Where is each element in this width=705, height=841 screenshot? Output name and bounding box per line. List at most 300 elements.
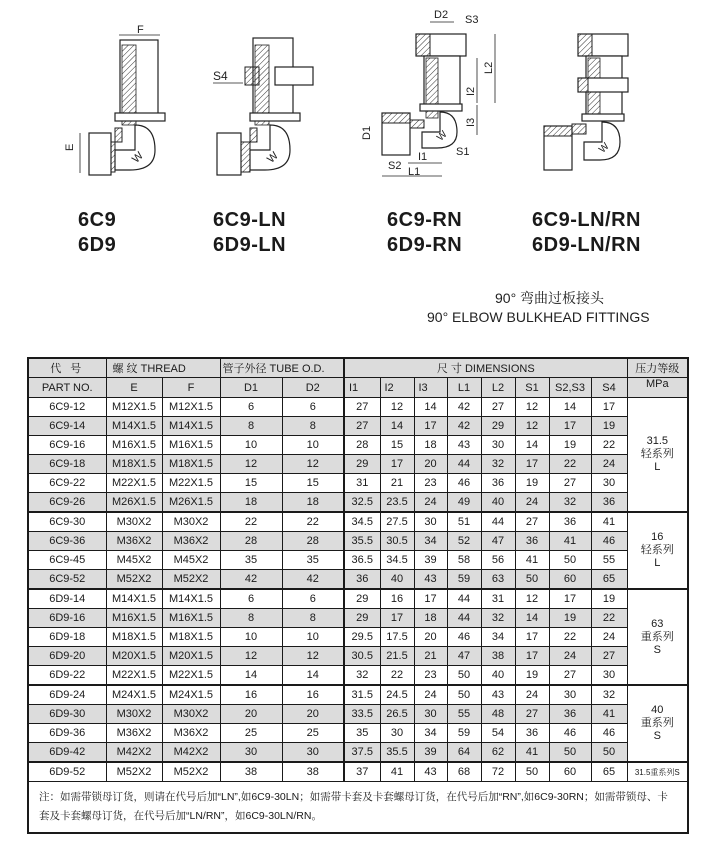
cell-s23: 24 <box>549 647 591 666</box>
cell-i2: 16 <box>380 589 414 609</box>
cell-l2: 38 <box>481 647 515 666</box>
table-row <box>28 417 688 436</box>
pressure-series: S <box>653 730 661 742</box>
cell-i3: 17 <box>414 589 447 609</box>
cell-d1: 12 <box>220 647 282 666</box>
cell-i3: 23 <box>414 666 447 686</box>
cell-f: M52X2 <box>162 762 220 782</box>
cell-s1: 19 <box>515 474 549 493</box>
cell-d1: 35 <box>220 551 282 570</box>
cell-s23: 36 <box>549 512 591 532</box>
dim-label-d1: D1 <box>361 125 373 140</box>
cell-s1: 27 <box>515 512 549 532</box>
model-name: 6D9-LN <box>213 234 287 256</box>
cell-d2: 6 <box>282 589 344 609</box>
pressure-rating-cell <box>627 685 688 762</box>
cell-f: M18X1.5 <box>162 455 220 474</box>
cell-s4: 30 <box>591 474 627 493</box>
cell-f: M30X2 <box>162 705 220 724</box>
cell-i3: 39 <box>414 743 447 763</box>
cell-s4: 22 <box>591 609 627 628</box>
cell-l1: 50 <box>447 685 481 705</box>
cell-s4: 65 <box>591 762 627 782</box>
cell-l1: 44 <box>447 589 481 609</box>
pressure-series-cn: 重系列 <box>640 717 674 729</box>
cell-s4: 32 <box>591 685 627 705</box>
header-part-en: PART NO. <box>28 378 106 398</box>
cell-l2: 47 <box>481 532 515 551</box>
cell-s23: 36 <box>549 705 591 724</box>
cell-d1: 42 <box>220 570 282 590</box>
part-number-cell: 6D9-24 <box>28 685 106 705</box>
cell-d2: 28 <box>282 532 344 551</box>
pressure-value: 63 <box>651 617 664 630</box>
cell-d1: 38 <box>220 762 282 782</box>
cell-i2: 15 <box>380 436 414 455</box>
cell-s1: 17 <box>515 455 549 474</box>
cell-l1: 44 <box>447 455 481 474</box>
dim-label-s4: S4 <box>213 69 228 83</box>
part-number-cell: 6C9-12 <box>28 398 106 417</box>
part-number-cell: 6C9-30 <box>28 512 106 532</box>
cell-i3: 39 <box>414 551 447 570</box>
cell-i2: 24.5 <box>380 685 414 705</box>
part-number-cell: 6C9-45 <box>28 551 106 570</box>
cell-d2: 18 <box>282 493 344 513</box>
cell-i2: 35.5 <box>380 743 414 763</box>
cell-s4: 24 <box>591 455 627 474</box>
cell-d1: 6 <box>220 398 282 417</box>
cell-i1: 27 <box>344 417 380 436</box>
cell-s4: 30 <box>591 666 627 686</box>
cell-s1: 12 <box>515 417 549 436</box>
cell-f: M16X1.5 <box>162 609 220 628</box>
header-dimensions: 尺 寸 DIMENSIONS <box>344 358 627 378</box>
table-row <box>28 474 688 493</box>
cell-s23: 22 <box>549 455 591 474</box>
cell-s1: 36 <box>515 532 549 551</box>
cell-s1: 41 <box>515 743 549 763</box>
cell-l1: 47 <box>447 647 481 666</box>
cell-d1: 14 <box>220 666 282 686</box>
cell-l2: 63 <box>481 570 515 590</box>
cell-d2: 20 <box>282 705 344 724</box>
cell-e: M16X1.5 <box>106 436 162 455</box>
cell-d2: 22 <box>282 512 344 532</box>
part-number-cell: 6C9-36 <box>28 532 106 551</box>
part-number-cell: 6C9-22 <box>28 474 106 493</box>
cell-d2: 38 <box>282 762 344 782</box>
cell-l2: 29 <box>481 417 515 436</box>
part-number-cell: 6D9-18 <box>28 628 106 647</box>
model-label-6c9-ln-rn <box>532 208 641 258</box>
cell-i1: 31.5 <box>344 685 380 705</box>
cell-i3: 17 <box>414 417 447 436</box>
dim-label-s3: S3 <box>465 14 479 26</box>
cell-s4: 41 <box>591 705 627 724</box>
table-row <box>28 570 688 590</box>
cell-l2: 40 <box>481 493 515 513</box>
cell-i2: 17 <box>380 609 414 628</box>
pressure-value: 31.5 <box>646 435 668 447</box>
cell-l1: 51 <box>447 512 481 532</box>
part-number-cell: 6C9-52 <box>28 570 106 590</box>
cell-s23: 50 <box>549 551 591 570</box>
cell-s23: 27 <box>549 666 591 686</box>
cell-i3: 21 <box>414 647 447 666</box>
cell-i1: 29 <box>344 589 380 609</box>
cell-i2: 26.5 <box>380 705 414 724</box>
cell-l1: 43 <box>447 436 481 455</box>
cell-i2: 21 <box>380 474 414 493</box>
table-row <box>28 532 688 551</box>
cell-i3: 43 <box>414 762 447 782</box>
dim-label-e: E <box>64 143 76 151</box>
cell-i2: 27.5 <box>380 512 414 532</box>
header-part-cn: 代 号 <box>28 358 106 378</box>
cell-l1: 58 <box>447 551 481 570</box>
cell-l1: 42 <box>447 398 481 417</box>
cell-s23: 46 <box>549 724 591 743</box>
cell-i2: 30.5 <box>380 532 414 551</box>
cell-e: M30X2 <box>106 512 162 532</box>
spec-table <box>27 357 689 834</box>
pressure-series-cn: 重系列 <box>640 630 674 643</box>
cell-i1: 32.5 <box>344 493 380 513</box>
drawing-6c9-ln-rn <box>530 0 650 185</box>
cell-l2: 32 <box>481 609 515 628</box>
cell-i2: 12 <box>380 398 414 417</box>
cell-s4: 65 <box>591 570 627 590</box>
cell-s4: 19 <box>591 589 627 609</box>
header-col-e: E <box>106 378 162 398</box>
svg-text:W: W <box>265 149 281 166</box>
cell-i1: 31 <box>344 474 380 493</box>
technical-drawings <box>0 0 705 200</box>
cell-d1: 12 <box>220 455 282 474</box>
cell-i2: 30 <box>380 724 414 743</box>
cell-e: M42X2 <box>106 743 162 763</box>
model-label-6c9 <box>78 208 116 258</box>
cell-i2: 14 <box>380 417 414 436</box>
table-row <box>28 628 688 647</box>
cell-i1: 34.5 <box>344 512 380 532</box>
cell-i1: 29.5 <box>344 628 380 647</box>
part-number-cell: 6D9-20 <box>28 647 106 666</box>
cell-d1: 30 <box>220 743 282 763</box>
header-col-d2: D2 <box>282 378 344 398</box>
cell-l2: 34 <box>481 628 515 647</box>
cell-f: M42X2 <box>162 743 220 763</box>
cell-f: M20X1.5 <box>162 647 220 666</box>
cell-d1: 16 <box>220 685 282 705</box>
cell-d1: 10 <box>220 436 282 455</box>
cell-i2: 40 <box>380 570 414 590</box>
table-row <box>28 609 688 628</box>
cell-s1: 36 <box>515 724 549 743</box>
cell-d1: 18 <box>220 493 282 513</box>
ordering-note: 注：如需带锁母订货，则请在代号后加“LN”,如6C9-30LN；如需带卡套及卡套螺母订货，在代号后加“RN”,如6C9-30RN；如需带锁母、卡套及卡套螺母订货，在代号后加“LN/RN”，如6C9-30LN/RN。 <box>28 782 688 834</box>
model-name: 6D9-LN/RN <box>532 234 641 256</box>
cell-d2: 25 <box>282 724 344 743</box>
table-row <box>28 436 688 455</box>
title-chinese: 90° 弯曲过板接头 <box>495 290 605 306</box>
cell-i1: 36.5 <box>344 551 380 570</box>
header-col-d1: D1 <box>220 378 282 398</box>
dim-label-d2: D2 <box>434 9 449 21</box>
part-number-cell: 6D9-30 <box>28 705 106 724</box>
part-number-cell: 6C9-26 <box>28 493 106 513</box>
header-col-s4: S4 <box>591 378 627 398</box>
header-col-l1: L1 <box>447 378 481 398</box>
pressure-series: L <box>654 461 661 473</box>
cell-s1: 24 <box>515 685 549 705</box>
header-col-l2: L2 <box>481 378 515 398</box>
cell-d1: 25 <box>220 724 282 743</box>
header-tube-od: 管子外径 TUBE O.D. <box>220 358 344 378</box>
model-name: 6C9 <box>78 209 117 231</box>
part-number-cell: 6D9-14 <box>28 589 106 609</box>
table-row <box>28 666 688 686</box>
table-row <box>28 762 688 782</box>
cell-d2: 6 <box>282 398 344 417</box>
pressure-series-cn: 轻系列 <box>640 544 674 556</box>
cell-e: M16X1.5 <box>106 609 162 628</box>
cell-s1: 14 <box>515 609 549 628</box>
header-pressure-unit: MPa <box>627 378 688 398</box>
part-number-cell: 6C9-18 <box>28 455 106 474</box>
header-col-i3: I3 <box>414 378 447 398</box>
cell-d1: 8 <box>220 417 282 436</box>
part-number-cell: 6D9-52 <box>28 762 106 782</box>
cell-l2: 36 <box>481 474 515 493</box>
cell-l1: 42 <box>447 417 481 436</box>
cell-i3: 34 <box>414 532 447 551</box>
cell-e: M24X1.5 <box>106 685 162 705</box>
cell-f: M24X1.5 <box>162 685 220 705</box>
dim-label-l1: L1 <box>408 166 421 178</box>
cell-e: M26X1.5 <box>106 493 162 513</box>
model-label-6c9-ln <box>213 208 286 258</box>
cell-s4: 27 <box>591 647 627 666</box>
cell-i2: 17 <box>380 455 414 474</box>
part-number-cell: 6D9-42 <box>28 743 106 763</box>
cell-i2: 17.5 <box>380 628 414 647</box>
cell-d1: 6 <box>220 589 282 609</box>
drawing-6c9-ln <box>205 0 315 185</box>
title-english: 90° ELBOW BULKHEAD FITTINGS <box>427 309 650 325</box>
cell-i3: 14 <box>414 398 447 417</box>
cell-l2: 31 <box>481 589 515 609</box>
cell-d2: 16 <box>282 685 344 705</box>
cell-d1: 15 <box>220 474 282 493</box>
cell-f: M26X1.5 <box>162 493 220 513</box>
cell-i1: 36 <box>344 570 380 590</box>
cell-f: M12X1.5 <box>162 398 220 417</box>
model-label-6c9-rn <box>387 208 462 258</box>
cell-i3: 20 <box>414 628 447 647</box>
header-col-s2-s3: S2,S3 <box>549 378 591 398</box>
dim-label-s2: S2 <box>388 160 402 172</box>
cell-s23: 41 <box>549 532 591 551</box>
cell-d1: 20 <box>220 705 282 724</box>
cell-f: M14X1.5 <box>162 417 220 436</box>
drawing-6c9-rn <box>352 0 502 185</box>
cell-s23: 27 <box>549 474 591 493</box>
pressure-rating-cell <box>627 398 688 513</box>
cell-s1: 50 <box>515 762 549 782</box>
cell-i1: 27 <box>344 398 380 417</box>
cell-s4: 36 <box>591 493 627 513</box>
cell-i2: 21.5 <box>380 647 414 666</box>
cell-s4: 41 <box>591 512 627 532</box>
cell-s4: 17 <box>591 398 627 417</box>
cell-s1: 41 <box>515 551 549 570</box>
cell-d1: 22 <box>220 512 282 532</box>
cell-e: M52X2 <box>106 762 162 782</box>
cell-s23: 60 <box>549 570 591 590</box>
table-row <box>28 743 688 763</box>
cell-d1: 8 <box>220 609 282 628</box>
pressure-series: S <box>653 643 661 656</box>
cell-f: M14X1.5 <box>162 589 220 609</box>
part-number-cell: 6C9-14 <box>28 417 106 436</box>
header-col-i2: I2 <box>380 378 414 398</box>
cell-e: M12X1.5 <box>106 398 162 417</box>
svg-text:W: W <box>130 149 146 166</box>
cell-f: M30X2 <box>162 512 220 532</box>
cell-l2: 32 <box>481 455 515 474</box>
cell-s4: 55 <box>591 551 627 570</box>
cell-i1: 32 <box>344 666 380 686</box>
cell-e: M36X2 <box>106 724 162 743</box>
cell-s4: 24 <box>591 628 627 647</box>
cell-s23: 14 <box>549 398 591 417</box>
cell-d2: 14 <box>282 666 344 686</box>
cell-l1: 59 <box>447 724 481 743</box>
dim-label-i2: I2 <box>465 86 477 96</box>
cell-d1: 10 <box>220 628 282 647</box>
cell-s23: 50 <box>549 743 591 763</box>
cell-s4: 19 <box>591 417 627 436</box>
dim-label-l2: L2 <box>483 61 495 74</box>
cell-l2: 72 <box>481 762 515 782</box>
cell-e: M20X1.5 <box>106 647 162 666</box>
cell-e: M22X1.5 <box>106 666 162 686</box>
model-name: 6C9-LN <box>213 209 287 231</box>
cell-d2: 12 <box>282 647 344 666</box>
cell-d2: 35 <box>282 551 344 570</box>
cell-s4: 46 <box>591 532 627 551</box>
cell-i3: 34 <box>414 724 447 743</box>
cell-s1: 27 <box>515 705 549 724</box>
cell-s1: 12 <box>515 398 549 417</box>
drawing-6c9 <box>60 0 170 185</box>
cell-l2: 54 <box>481 724 515 743</box>
cell-e: M14X1.5 <box>106 417 162 436</box>
cell-d2: 12 <box>282 455 344 474</box>
cell-e: M45X2 <box>106 551 162 570</box>
cell-i1: 28 <box>344 436 380 455</box>
cell-l1: 52 <box>447 532 481 551</box>
cell-s1: 24 <box>515 493 549 513</box>
cell-l2: 43 <box>481 685 515 705</box>
cell-l1: 59 <box>447 570 481 590</box>
cell-l1: 50 <box>447 666 481 686</box>
cell-f: M36X2 <box>162 532 220 551</box>
table-row <box>28 647 688 666</box>
cell-s23: 19 <box>549 436 591 455</box>
table-row <box>28 455 688 474</box>
cell-l2: 30 <box>481 436 515 455</box>
header-col-s1: S1 <box>515 378 549 398</box>
model-name: 6C9-RN <box>387 209 463 231</box>
cell-l1: 46 <box>447 628 481 647</box>
cell-d2: 10 <box>282 436 344 455</box>
table-row <box>28 512 688 532</box>
cell-s23: 30 <box>549 685 591 705</box>
spec-table-body <box>28 398 688 782</box>
cell-l2: 40 <box>481 666 515 686</box>
cell-i2: 41 <box>380 762 414 782</box>
cell-i3: 24 <box>414 493 447 513</box>
cell-s1: 14 <box>515 436 549 455</box>
part-number-cell: 6D9-16 <box>28 609 106 628</box>
cell-i3: 18 <box>414 609 447 628</box>
part-number-cell: 6C9-16 <box>28 436 106 455</box>
pressure-series-cn: 轻系列 <box>640 448 674 460</box>
cell-i1: 37 <box>344 762 380 782</box>
dim-label-i1: I1 <box>418 151 428 163</box>
cell-f: M52X2 <box>162 570 220 590</box>
cell-l1: 49 <box>447 493 481 513</box>
cell-e: M22X1.5 <box>106 474 162 493</box>
cell-i1: 33.5 <box>344 705 380 724</box>
cell-d2: 15 <box>282 474 344 493</box>
cell-f: M18X1.5 <box>162 628 220 647</box>
table-row <box>28 551 688 570</box>
cell-e: M14X1.5 <box>106 589 162 609</box>
cell-i1: 29 <box>344 455 380 474</box>
cell-f: M22X1.5 <box>162 666 220 686</box>
cell-e: M36X2 <box>106 532 162 551</box>
cell-l1: 64 <box>447 743 481 763</box>
cell-i1: 37.5 <box>344 743 380 763</box>
cell-i1: 35.5 <box>344 532 380 551</box>
cell-i3: 43 <box>414 570 447 590</box>
cell-l1: 68 <box>447 762 481 782</box>
table-row <box>28 685 688 705</box>
table-row <box>28 705 688 724</box>
pressure-rating-cell: 31.5重系列S <box>627 762 688 782</box>
pressure-rating-cell <box>627 512 688 589</box>
cell-e: M30X2 <box>106 705 162 724</box>
cell-s23: 17 <box>549 417 591 436</box>
cell-l1: 44 <box>447 609 481 628</box>
cell-s1: 12 <box>515 589 549 609</box>
dim-label-i3: I3 <box>465 117 477 127</box>
cell-i2: 34.5 <box>380 551 414 570</box>
cell-d2: 8 <box>282 609 344 628</box>
svg-text:W: W <box>597 141 612 156</box>
model-name: 6D9 <box>78 234 117 256</box>
cell-d2: 42 <box>282 570 344 590</box>
cell-i3: 24 <box>414 685 447 705</box>
pressure-rating-cell <box>627 589 688 685</box>
pressure-value: 40 <box>651 704 664 716</box>
cell-s1: 17 <box>515 647 549 666</box>
cell-i3: 30 <box>414 705 447 724</box>
